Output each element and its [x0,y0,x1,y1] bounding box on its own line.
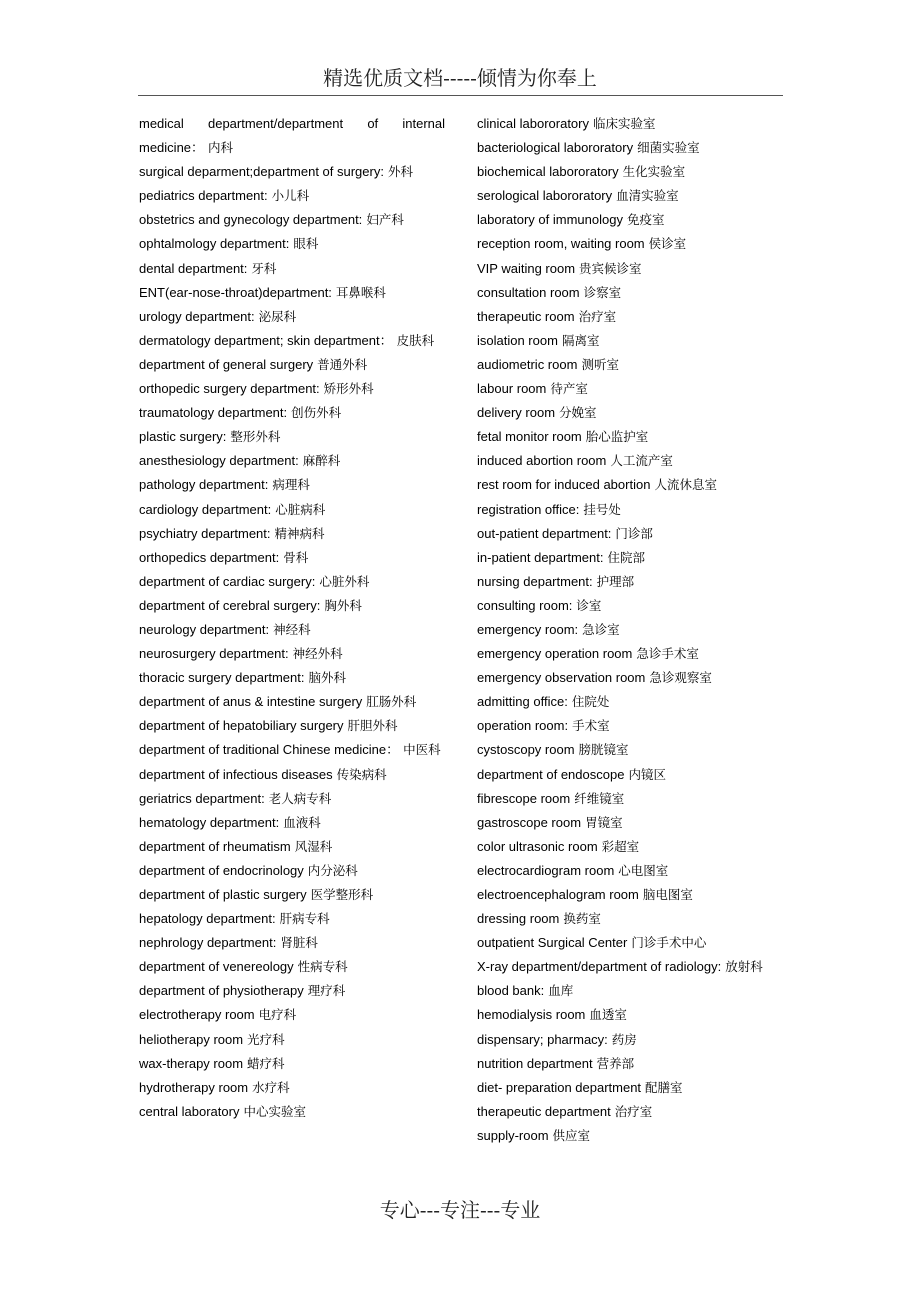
entry-chinese-term: 神经外科 [292,646,343,662]
entry-chinese-term: 光疗科 [247,1031,285,1047]
entry-chinese-term: 挂号处 [583,501,621,517]
entry-english-term: color ultrasonic room [477,838,598,854]
entry-english-term: hemodialysis room [477,1007,586,1023]
glossary-entry [139,112,445,160]
entry-english-term: emergency room: [477,621,579,637]
entry-chinese-term: 中医科 [403,742,441,758]
entry-chinese-term: 治疗室 [578,308,617,324]
entry-chinese-term: 急诊室 [582,621,620,637]
entry-chinese-term: 胎心监护室 [585,429,649,445]
glossary-entry [139,522,445,546]
entry-english-term: department of cerebral surgery: [139,597,321,613]
entry-chinese-term: 血清实验室 [616,188,679,204]
entry-chinese-term: 小儿科 [271,188,310,204]
glossary-entry [139,763,445,787]
entry-chinese-term: 整形外科 [230,429,281,445]
glossary-entry [139,883,445,907]
entry-chinese-term: 精神病科 [274,525,325,541]
glossary-entry [477,377,783,401]
glossary-entry [139,160,445,184]
entry-english-term: dental department: [139,260,248,276]
entry-english-term: operation room: [477,718,569,734]
entry-english-term: outpatient Surgical Center [477,935,628,951]
entry-chinese-term: 血液科 [283,814,321,830]
glossary-entry [139,1100,445,1124]
entry-english-term: wax-therapy room [139,1055,244,1071]
entry-chinese-term: 彩超室 [601,838,640,854]
entry-english-term: ENT(ear-nose-throat)department: [139,284,332,300]
entry-english-term: emergency operation room [477,646,633,662]
entry-chinese-term: 膀胱镜室 [578,742,629,758]
entry-english-term: out-patient department: [477,525,612,541]
entry-english-term: reception room, waiting room [477,236,645,252]
glossary-entry [139,208,445,232]
entry-chinese-term: 纤维镜室 [574,790,625,806]
glossary-entry [477,184,783,208]
entry-english-term: department of endoscope [477,766,625,782]
entry-english-term: department of hepatobiliary surgery [139,718,344,734]
entry-english-term: department of rheumatism [139,838,291,854]
entry-chinese-term: 传染病科 [336,766,387,782]
glossary-entry [139,473,445,497]
glossary-entry [477,666,783,690]
entry-chinese-term: 换药室 [563,911,601,927]
entry-chinese-term: 急诊手术室 [636,646,699,662]
entry-chinese-term: 免疫室 [626,212,665,228]
entry-english-term: department of general surgery [139,356,314,372]
entry-chinese-term: 内科 [208,140,234,156]
entry-chinese-term: 血透室 [589,1007,627,1023]
glossary-entry [139,642,445,666]
entry-english-term: isolation room [477,332,558,348]
entry-chinese-term: 骨科 [283,549,309,565]
glossary-entry [477,859,783,883]
glossary-entry [477,1076,783,1100]
glossary-entry [477,955,783,979]
glossary-entry [139,835,445,859]
glossary-entry [139,738,445,762]
entry-chinese-term: 诊室 [576,597,602,613]
entry-english-term: pediatrics department: [139,188,268,204]
entry-english-term: department of physiotherapy [139,983,304,999]
entry-chinese-term: 生化实验室 [622,164,686,180]
glossary-entry [477,401,783,425]
entry-english-term: induced abortion room [477,453,607,469]
glossary-entry [477,931,783,955]
glossary-entry [477,618,783,642]
glossary-entry [139,1076,445,1100]
entry-english-term: department of anus & intestine surgery [139,694,363,710]
entry-english-term: nephrology department: [139,935,277,951]
glossary-entry [139,690,445,714]
glossary-entry [139,353,445,377]
glossary-entry [139,305,445,329]
entry-chinese-term: 药房 [611,1031,637,1047]
glossary-entry [477,811,783,835]
entry-chinese-term: 麻醉科 [302,453,341,469]
entry-english-term: electrotherapy room [139,1007,255,1023]
glossary-entry [477,232,783,256]
glossary-entry [139,449,445,473]
glossary-entry [477,546,783,570]
entry-chinese-term: 供应室 [552,1127,591,1143]
glossary-entry [477,353,783,377]
entry-chinese-term: 分娩室 [559,405,597,421]
entry-chinese-term: 心电图室 [618,862,669,878]
entry-english-term: pathology department: [139,477,269,493]
entry-chinese-term: 泌尿科 [258,308,297,324]
entry-chinese-term: 医学整形科 [310,887,374,902]
entry-chinese-term: 急诊观察室 [649,670,712,686]
entry-english-term: delivery room [477,405,556,421]
entry-english-term: nursing department: [477,573,593,589]
entry-chinese-term: 风湿科 [294,838,333,854]
entry-chinese-term: 门诊手术中心 [631,935,707,951]
entry-english-term: therapeutic room [477,308,575,324]
glossary-entry [139,907,445,931]
glossary-entry [139,498,445,522]
glossary-entry [477,835,783,859]
glossary-entry [477,498,783,522]
entry-english-term: cystoscopy room [477,742,575,758]
entry-english-term: medical department/department of internal medicine： [139,116,445,156]
glossary-entry [139,425,445,449]
entry-english-term: dressing room [477,911,560,927]
entry-english-term: department of cardiac surgery: [139,573,316,589]
entry-english-term: blood bank: [477,983,545,999]
entry-english-term: registration office: [477,501,580,517]
entry-chinese-term: 心脏外科 [319,573,370,589]
entry-english-term: plastic surgery: [139,429,227,445]
entry-english-term: thoracic surgery department: [139,670,305,686]
entry-english-term: psychiatry department: [139,525,271,541]
left-glossary-column [139,112,445,1124]
glossary-entry [477,787,783,811]
entry-english-term: dispensary; pharmacy: [477,1031,608,1047]
entry-chinese-term: 老人病专科 [268,790,332,806]
entry-english-term: serological labororatory [477,188,613,204]
entry-english-term: department of venereology [139,959,294,975]
entry-english-term: fetal monitor room [477,429,582,445]
entry-english-term: orthopedic surgery department: [139,381,320,397]
glossary-entry [139,329,445,353]
entry-english-term: clinical labororatory [477,116,589,131]
page-footer: 专心---专注---专业 [379,1198,541,1222]
entry-english-term: department of plastic surgery [139,887,307,902]
entry-chinese-term: 肝胆外科 [347,718,398,734]
entry-english-term: laboratory of immunology [477,212,623,228]
entry-english-term: rest room for induced abortion [477,477,651,493]
entry-chinese-term: 隔离室 [561,332,600,348]
glossary-entry [139,955,445,979]
entry-english-term: obstetrics and gynecology department: [139,212,363,228]
entry-english-term: geriatrics department: [139,790,265,806]
glossary-entry [477,1003,783,1027]
entry-english-term: heliotherapy room [139,1031,244,1047]
entry-english-term: nutrition department [477,1055,593,1071]
right-glossary-column [477,112,783,1148]
glossary-entry [139,377,445,401]
entry-chinese-term: 治疗室 [614,1103,653,1119]
entry-chinese-term: 护理部 [596,573,635,589]
glossary-entry [477,1124,783,1148]
entry-english-term: consulting room: [477,597,573,613]
entry-english-term: urology department: [139,308,255,324]
entry-chinese-term: 病理科 [272,477,310,493]
glossary-entry [477,329,783,353]
entry-english-term: anesthesiology department: [139,453,299,469]
entry-chinese-term: 肾脏科 [280,935,318,951]
entry-english-term: in-patient department: [477,549,604,565]
entry-chinese-term: 理疗科 [307,983,346,999]
entry-english-term: department of traditional Chinese medicine： [139,742,400,758]
glossary-entry [139,257,445,281]
glossary-entry [477,738,783,762]
glossary-entry [139,594,445,618]
entry-chinese-term: 电疗科 [258,1007,297,1023]
glossary-entry [477,763,783,787]
glossary-entry [139,666,445,690]
entry-english-term: electrocardiogram room [477,862,615,878]
entry-chinese-term: 待产室 [550,381,588,397]
glossary-entry [477,136,783,160]
entry-english-term: admitting office: [477,694,568,710]
entry-english-term: central laboratory [139,1103,240,1119]
glossary-entry [477,570,783,594]
entry-chinese-term: 外科 [387,164,413,180]
entry-chinese-term: 内分泌科 [307,862,358,878]
entry-chinese-term: 水疗科 [252,1079,290,1095]
entry-chinese-term: 普通外科 [317,356,368,372]
glossary-entry [477,160,783,184]
glossary-entry [139,546,445,570]
entry-chinese-term: 胃镜室 [585,814,623,830]
glossary-entry [477,305,783,329]
entry-english-term: neurosurgery department: [139,646,289,662]
page-header: 精选优质文档-----倾情为你奉上 [323,66,597,90]
entry-english-term: dermatology department; skin department： [139,332,393,348]
glossary-entry [139,714,445,738]
glossary-entry [139,931,445,955]
entry-english-term: diet- preparation department [477,1079,642,1095]
entry-english-term: X-ray department/department of radiology: [477,959,722,975]
glossary-entry [139,281,445,305]
glossary-entry [139,618,445,642]
entry-chinese-term: 内镜区 [628,766,666,782]
entry-chinese-term: 创伤外科 [291,405,342,421]
glossary-entry [139,1003,445,1027]
entry-english-term: bacteriological labororatory [477,140,634,156]
entry-english-term: ophtalmology department: [139,236,290,252]
entry-chinese-term: 门诊部 [615,525,653,541]
glossary-entry [477,1028,783,1052]
glossary-entry [477,690,783,714]
entry-chinese-term: 性病专科 [297,959,348,975]
entry-chinese-term: 人流休息室 [654,477,717,493]
glossary-entry [477,883,783,907]
entry-english-term: hepatology department: [139,911,276,927]
entry-english-term: therapeutic department [477,1103,611,1119]
glossary-entry [139,787,445,811]
entry-chinese-term: 心脏病科 [275,501,326,517]
entry-chinese-term: 脑电图室 [642,887,693,902]
entry-english-term: neurology department: [139,621,270,637]
glossary-entry [477,208,783,232]
glossary-entry [139,811,445,835]
entry-english-term: hydrotherapy room [139,1079,249,1095]
glossary-entry [139,184,445,208]
entry-chinese-term: 牙科 [251,260,277,276]
glossary-entry [477,257,783,281]
entry-chinese-term: 皮肤科 [396,332,435,348]
entry-english-term: surgical deparment;department of surgery: [139,164,384,180]
glossary-entry [139,979,445,1003]
glossary-entry [477,473,783,497]
entry-chinese-term: 中心实验室 [243,1103,306,1119]
glossary-entry [139,859,445,883]
entry-english-term: supply-room [477,1127,549,1143]
glossary-entry [477,112,783,136]
entry-chinese-term: 临床实验室 [593,116,656,131]
entry-chinese-term: 耳鼻喉科 [335,284,386,300]
entry-english-term: consultation room [477,284,580,300]
entry-english-term: orthopedics department: [139,549,280,565]
glossary-entry [477,449,783,473]
entry-english-term: department of endocrinology [139,862,304,878]
entry-english-term: biochemical labororatory [477,164,619,180]
entry-chinese-term: 肝病专科 [279,911,330,927]
entry-chinese-term: 神经科 [273,621,311,637]
glossary-entry [477,1100,783,1124]
entry-english-term: emergency observation room [477,670,646,686]
entry-english-term: audiometric room [477,356,578,372]
entry-chinese-term: 侯诊室 [648,236,687,252]
entry-chinese-term: 蜡疗科 [247,1055,285,1071]
entry-chinese-term: 配膳室 [645,1079,683,1095]
entry-chinese-term: 脑外科 [308,670,346,686]
entry-english-term: hematology department: [139,814,280,830]
entry-chinese-term: 放射科 [725,959,763,975]
entry-chinese-term: 妇产科 [366,212,404,228]
glossary-entry [139,401,445,425]
entry-chinese-term: 营养部 [596,1055,635,1071]
entry-english-term: electroencephalogram room [477,887,639,902]
entry-chinese-term: 矫形外科 [323,381,374,397]
glossary-entry [477,425,783,449]
entry-chinese-term: 人工流产室 [610,453,673,469]
entry-chinese-term: 肛肠外科 [366,694,417,710]
entry-english-term: fibrescope room [477,790,571,806]
entry-chinese-term: 细菌实验室 [637,140,700,156]
glossary-entry [477,281,783,305]
entry-english-term: labour room [477,381,547,397]
entry-chinese-term: 测听室 [581,356,619,372]
glossary-entry [477,642,783,666]
entry-english-term: traumatology department: [139,405,288,421]
entry-chinese-term: 手术室 [572,718,610,734]
glossary-entry [477,1052,783,1076]
entry-chinese-term: 贵宾候诊室 [579,260,642,276]
glossary-entry [139,570,445,594]
glossary-entry [477,522,783,546]
entry-english-term: gastroscope room [477,814,582,830]
entry-chinese-term: 诊察室 [583,284,622,300]
entry-chinese-term: 血库 [548,983,574,999]
entry-english-term: VIP waiting room [477,260,576,276]
entry-english-term: cardiology department: [139,501,272,517]
glossary-entry [477,594,783,618]
entry-chinese-term: 住院部 [607,549,645,565]
entry-chinese-term: 住院处 [571,694,610,710]
header-divider [138,95,783,96]
entry-english-term: department of infectious diseases [139,766,333,782]
glossary-entry [477,907,783,931]
entry-chinese-term: 胸外科 [324,597,362,613]
glossary-entry [139,1028,445,1052]
glossary-entry [477,714,783,738]
glossary-entry [139,232,445,256]
glossary-entry [477,979,783,1003]
entry-chinese-term: 眼科 [293,236,319,252]
glossary-entry [139,1052,445,1076]
